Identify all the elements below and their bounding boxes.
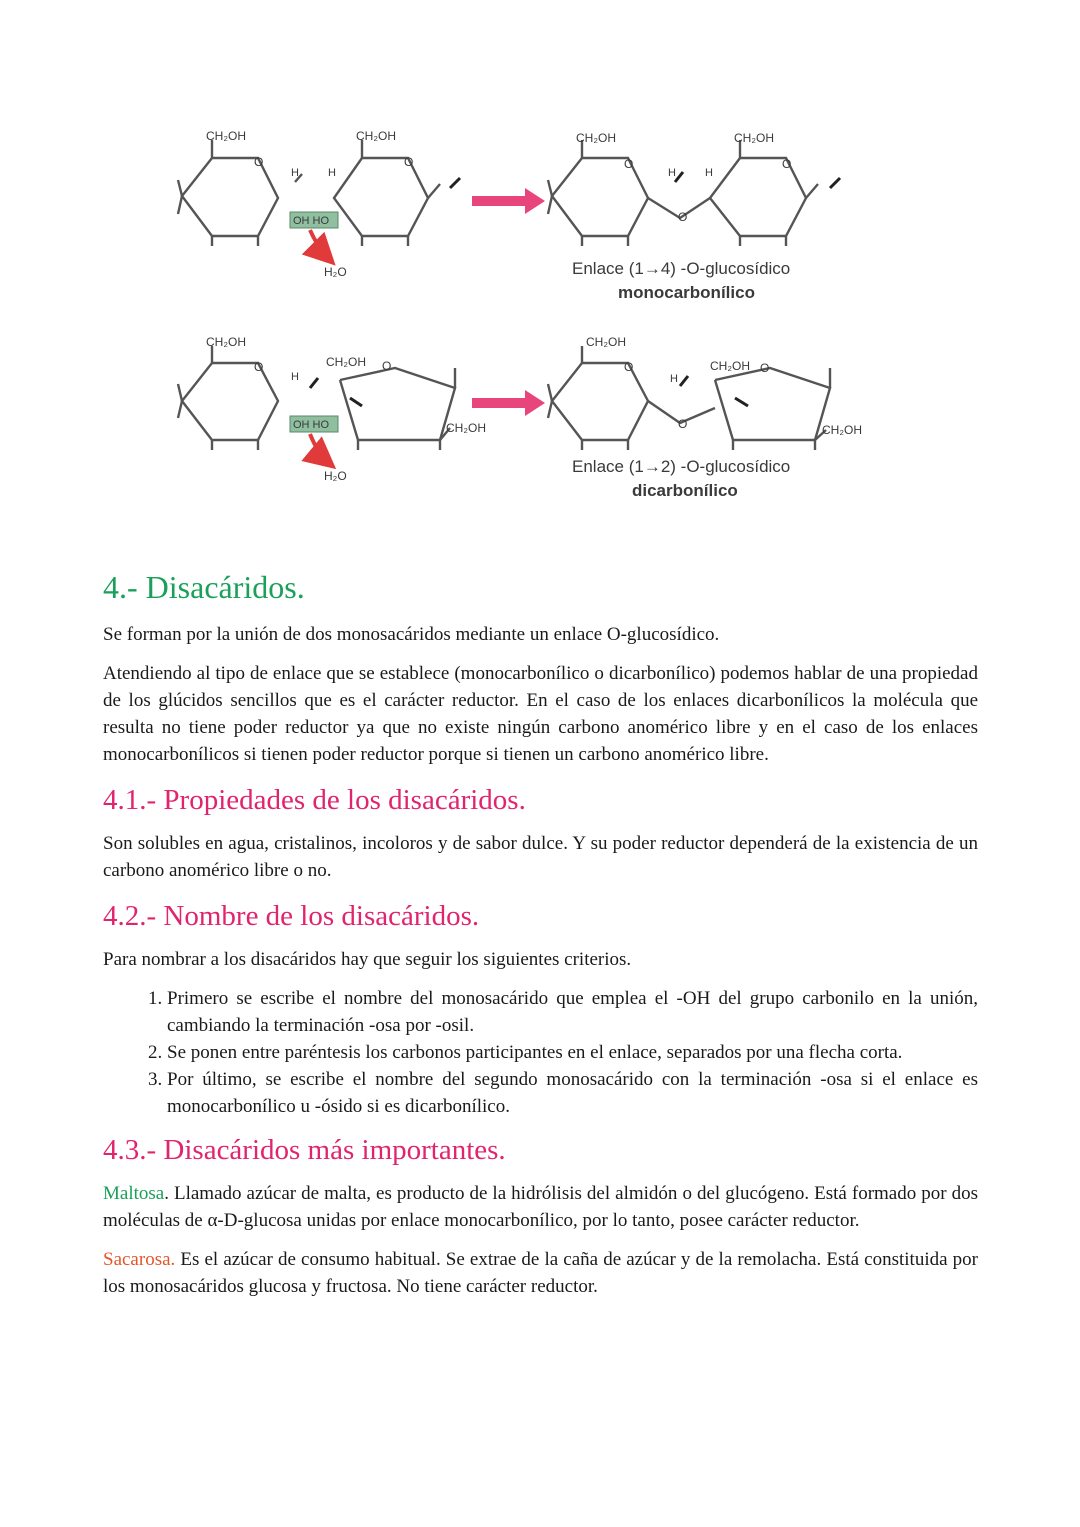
label-ch2oh: CH₂OH [356, 129, 396, 143]
atom-h: H [328, 167, 336, 179]
maltose-ring-1 [552, 158, 648, 236]
atom-o: O [678, 210, 688, 224]
sucrose-fructose-ring [715, 368, 830, 440]
paragraph: Para nombrar a los disacáridos hay que seguir los siguientes criterios. [103, 949, 632, 970]
atom-o: O [760, 361, 770, 375]
paragraph: Se forman por la unión de dos monosacáridos mediante un enlace O-glucosídico. [103, 624, 720, 645]
subsection-title-important: 4.3.- Disacáridos más importantes. [103, 1134, 506, 1166]
glycosidic-bond-diagram [150, 118, 910, 518]
naming-criteria-list [103, 985, 978, 1120]
subsection-title-properties: 4.1.- Propiedades de los disacáridos. [103, 784, 526, 816]
atom-h: H [291, 371, 299, 383]
label-ch2oh: CH₂OH [710, 359, 750, 373]
sacarosa-text: Es el azúcar de consumo habitual. Se extrae de la caña de azúcar y de la remolacha. Está constituida por los monosacáridos glucosa y fructosa. No tiene carácter reductor. [103, 1249, 978, 1297]
atom-o: O [624, 157, 634, 171]
document-body [103, 565, 978, 1312]
label-oh-ho: OH HO [293, 419, 330, 431]
glucose-ring-1 [182, 158, 278, 236]
caption-dicarbonilico: dicarbonílico [632, 481, 738, 500]
atom-o: O [624, 360, 634, 374]
caption-bond-1-4: Enlace (1→4) -O-glucosídico [572, 259, 791, 278]
caption-monocarbonilico: monocarbonílico [618, 283, 755, 302]
paragraph: Son solubles en agua, cristalinos, incoloros y de sabor dulce. Y su poder reductor dependerá de la existencia de un carbono anomérico libre o no. [103, 833, 978, 881]
paragraph-maltosa [103, 1180, 978, 1234]
label-ch2oh: CH₂OH [326, 355, 366, 369]
atom-o: O [404, 155, 414, 169]
glucose-ring-2 [334, 158, 428, 236]
subsection-title-naming: 4.2.- Nombre de los disacáridos. [103, 900, 480, 932]
label-ch2oh: CH₂OH [576, 131, 616, 145]
reaction-arrow-bottom [472, 390, 545, 416]
atom-h: H [291, 167, 299, 179]
label-ch2oh: CH₂OH [206, 129, 246, 143]
paragraph: Atendiendo al tipo de enlace que se establece (monocarbonílico o dicarbonílico) podemos hablar de una propiedad de los glúcidos sencillos que es el carácter reductor. En el caso de los enlaces dicarbonílicos la molécula que resulta no tiene poder reductor ya que no existe ningún carbono anomérico libre y en el caso de los enlaces monocarbonílicos si tienen poder reductor porque si tienen un carbono anomérico libre. [103, 663, 978, 765]
label-ch2oh: CH₂OH [822, 423, 862, 437]
term-maltosa: Maltosa [103, 1183, 165, 1204]
list-item: 2. Se ponen entre paréntesis los carbonos participantes en el enlace, separados por una flecha corta. [167, 1039, 978, 1066]
glycosidic-bond-figure [150, 118, 910, 518]
caption-bond-1-2: Enlace (1→2) -O-glucosídico [572, 457, 791, 476]
label-ch2oh: CH₂OH [734, 131, 774, 145]
atom-o: O [382, 359, 392, 373]
label-h2o: H₂O [324, 469, 347, 483]
atom-h: H [668, 167, 676, 179]
label-ch2oh: CH₂OH [446, 421, 486, 435]
atom-o: O [254, 155, 264, 169]
atom-o: O [254, 360, 264, 374]
paragraph-sacarosa [103, 1246, 978, 1300]
atom-h: H [670, 373, 678, 385]
label-h2o: H₂O [324, 265, 347, 279]
atom-h: H [705, 167, 713, 179]
reaction-arrow-top [472, 188, 545, 214]
section-title: 4.- Disacáridos. [103, 569, 305, 605]
maltosa-text: . Llamado azúcar de malta, es producto de la hidrólisis del almidón o del glucógeno. Está formado por dos moléculas de α-D-glucosa unidas por enlace monocarbonílico, por lo tanto, posee carácter reductor. [103, 1183, 978, 1231]
atom-o: O [678, 417, 688, 431]
list-item: 3. Por último, se escribe el nombre del segundo monosacárido con la terminación -osa si el enlace es monocarbonílico u -ósido si es dicarbonílico. [167, 1066, 978, 1120]
atom-o: O [782, 157, 792, 171]
list-item: 1. Primero se escribe el nombre del monosacárido que emplea el -OH del grupo carbonilo en la unión, cambiando la terminación -osa por -osil. [167, 985, 978, 1039]
water-arrow-bottom [310, 434, 330, 464]
label-oh-ho: OH HO [293, 215, 330, 227]
maltose-ring-2 [710, 158, 806, 236]
water-arrow-top [310, 230, 330, 260]
label-ch2oh: CH₂OH [206, 335, 246, 349]
term-sacarosa: Sacarosa. [103, 1249, 176, 1270]
label-ch2oh: CH₂OH [586, 335, 626, 349]
